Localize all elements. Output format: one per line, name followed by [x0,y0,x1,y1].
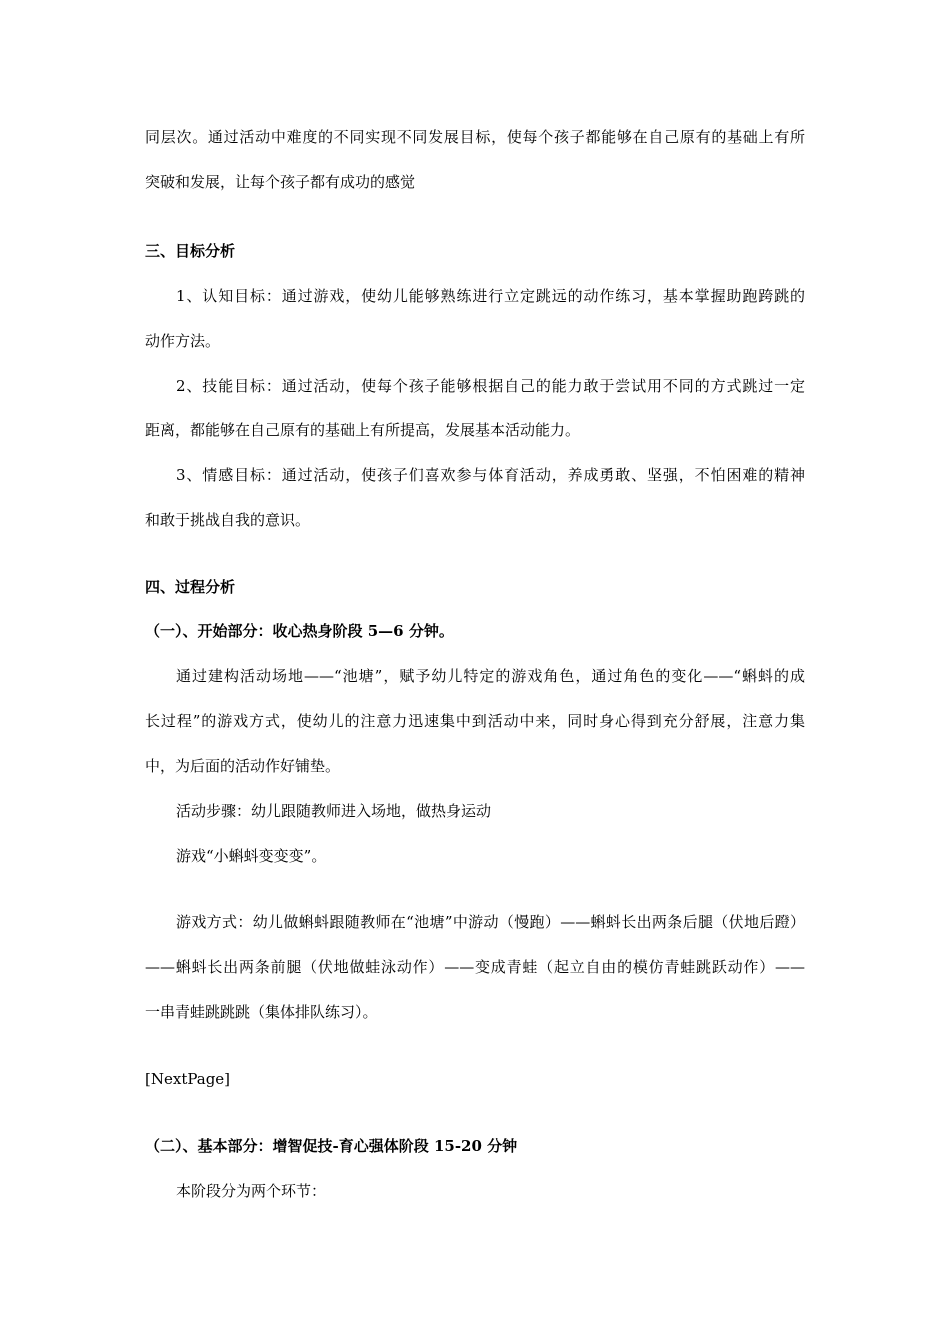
game-method-line-1: 游戏方式：幼儿做蝌蚪跟随教师在“池塘”中游动（慢跑）——蝌蚪长出两条后腿（伏地后蹬） [176,913,805,931]
goal-emotion-line-1: 3、情感目标：通过活动，使孩子们喜欢参与体育活动，养成勇敢、坚强，不怕困难的精神 [176,466,805,484]
game-method-line-2: ——蝌蚪长出两条前腿（伏地做蛙泳动作）——变成青蛙（起立自由的模仿青蛙跳跃动作）—— [145,958,805,976]
part2-heading: （二）、基本部分：增智促技-育心强体阶段 15-20 分钟 [145,1137,518,1155]
part1-paragraph-line-1: 通过建构活动场地——“池塘”，赋予幼儿特定的游戏角色，通过角色的变化——“蝌蚪的成 [176,667,805,685]
part2-intro: 本阶段分为两个环节： [176,1182,327,1200]
next-page-marker: [NextPage] [145,1070,231,1088]
goal-emotion-line-2: 和敢于挑战自我的意识。 [145,511,311,529]
game-method-line-3: 一串青蛙跳跳跳（集体排队练习）。 [145,1003,378,1021]
part1-paragraph-line-3: 中，为后面的活动作好铺垫。 [145,757,341,775]
goal-skill-line-2: 距离，都能够在自己原有的基础上有所提高，发展基本活动能力。 [145,421,581,439]
section-heading-process: 四、过程分析 [145,578,236,596]
goal-skill-line-1: 2、技能目标：通过活动，使每个孩子能够根据自己的能力敢于尝试用不同的方式跳过一定 [176,377,805,395]
intro-line-1: 同层次。通过活动中难度的不同实现不同发展目标，使每个孩子都能够在自己原有的基础上有所 [145,128,805,146]
part1-heading: （一）、开始部分：收心热身阶段 5—6 分钟。 [145,622,454,640]
section-heading-goals: 三、目标分析 [145,242,236,260]
goal-cognitive-line-1: 1、认知目标：通过游戏，使幼儿能够熟练进行立定跳远的动作练习，基本掌握助跑跨跳的 [176,287,805,305]
intro-line-2: 突破和发展，让每个孩子都有成功的感觉 [145,173,416,191]
goal-cognitive-line-2: 动作方法。 [145,332,221,350]
game-name: 游戏“小蝌蚪变变变”。 [176,847,327,865]
activity-steps: 活动步骤：幼儿跟随教师进入场地，做热身运动 [176,802,492,820]
part1-paragraph-line-2: 长过程”的游戏方式，使幼儿的注意力迅速集中到活动中来，同时身心得到充分舒展，注意力集 [145,712,805,730]
